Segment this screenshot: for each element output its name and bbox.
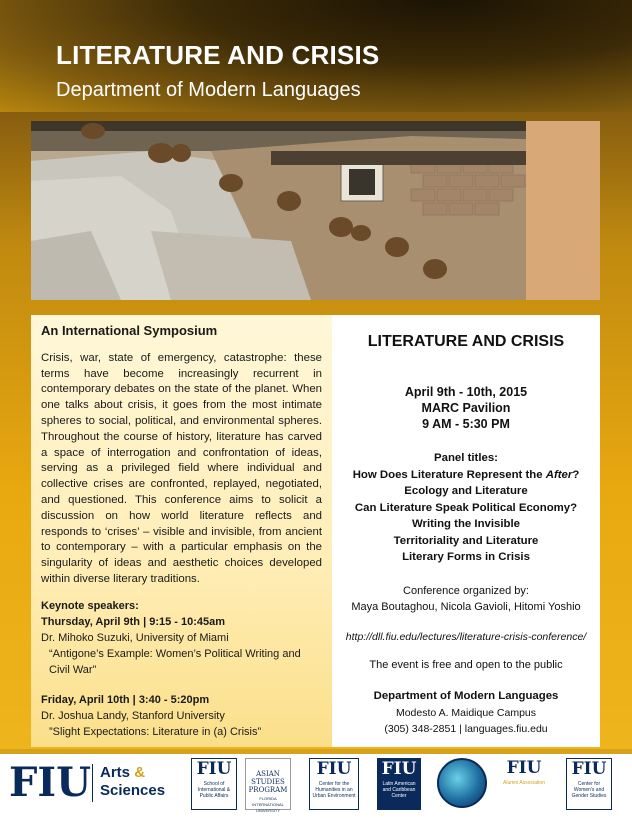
department-name: Department of Modern Languages: [373, 689, 559, 702]
panel-titles: [332, 450, 600, 566]
event-dates: [332, 384, 600, 432]
keynote-2-time: Friday, April 10th | 3:40 - 5:20pm: [41, 693, 210, 706]
humanities-center-logo: [309, 758, 359, 810]
fiu-logo: FIU: [9, 759, 91, 806]
event-date-range: April 9th - 10th, 2015: [404, 385, 528, 399]
ruined-wall-photo: [31, 121, 600, 300]
footer-rule: [0, 749, 632, 754]
symposium-description-panel: [31, 315, 332, 747]
lacc-logo: [377, 758, 421, 810]
campus-name: Modesto A. Maidique Campus: [395, 706, 537, 719]
department-website[interactable]: languages.fiu.edu: [464, 722, 548, 735]
alumni-logo-text: Alumni Association: [503, 780, 545, 786]
asian-studies-logo: [245, 758, 291, 813]
asian-studies-mark: ASIAN STUDIES PROGRAM: [248, 770, 288, 794]
sipa-logo-text: School of International & Public Affairs: [197, 781, 231, 799]
womens-gender-studies-logo: [566, 758, 612, 810]
wgs-logo-mark: FIU: [571, 759, 607, 779]
conference-url[interactable]: http://dll.fiu.edu/lectures/literature-crisis-conference/: [345, 630, 587, 643]
event-title: LITERATURE AND CRISIS: [367, 333, 565, 350]
keynote-2-speaker: Dr. Joshua Landy, Stanford University: [41, 709, 225, 722]
keynote-1-speaker: Dr. Mihoko Suzuki, University of Miami: [41, 631, 229, 644]
keynote-section: [41, 598, 322, 740]
alumni-association-logo: [501, 758, 547, 810]
contact-info: [332, 705, 600, 737]
lacc-logo-text: Latin American and Caribbean Center: [382, 781, 416, 799]
sciences-word: Sciences: [100, 782, 166, 799]
panel-title-suffix: ?: [572, 468, 580, 481]
event-time: 9 AM - 5:30 PM: [422, 417, 510, 431]
sipa-logo: [191, 758, 237, 810]
arts-sciences-logo: [100, 764, 165, 800]
keynote-1-time: Thursday, April 9th | 9:15 - 10:45am: [41, 615, 226, 628]
keynote-label: Keynote speakers:: [41, 599, 139, 612]
symposium-description: Crisis, war, state of emergency, catastrophe: these terms have become increasingly recurrent in contemporary debates on the state of the planet. When one talks about crisis, it goes from the most intimate spheres to social, political, and environmental spheres. Throughout the course of history, literature has carved a space of interrogation and confrontation of ideas, serving as a privileged field where individual and collective crises are confronted, replayed, negotiated, and questioned. This conference aims to solicit a discussion on how world literature reflects and responds to ‘crises’ – visible and invisible, from ancient to contemporary – with a particular emphasis on the singularity of ideas and aesthetic choices developed within diverse literary traditions.: [41, 351, 322, 585]
logo-divider: [92, 764, 93, 802]
organizers-label: Conference organized by:: [403, 584, 529, 597]
arts-word: Arts: [100, 764, 131, 781]
panel-title-prefix: How Does Literature Represent the: [352, 468, 546, 481]
organizers: [332, 583, 600, 616]
page-title: LITERATURE AND CRISIS: [56, 40, 380, 70]
sipa-logo-mark: FIU: [196, 759, 232, 779]
ampersand: &: [134, 764, 146, 781]
panel-title-item: Literary Forms in Crisis: [402, 551, 530, 563]
phone-web-line: (305) 348-2851 | languages.fiu.edu: [384, 722, 548, 735]
event-details-panel: [332, 315, 600, 747]
wgs-logo-text: Center for Women's and Gender Studies: [571, 781, 607, 799]
panel-title-item: Can Literature Speak Political Economy?: [354, 501, 578, 514]
panel-title-item: Ecology and Literature: [404, 485, 528, 497]
wall-illustration: [31, 121, 600, 300]
keynote-1-talk: “Antigone’s Example: Women’s Political Writing and Civil War”: [49, 647, 301, 676]
free-admission-note: The event is free and open to the public: [369, 658, 563, 671]
panel-title-emphasis: After: [545, 468, 573, 481]
lacc-logo-mark: FIU: [381, 759, 417, 779]
symposium-heading: An International Symposium: [41, 323, 218, 338]
organizers-names: Maya Boutaghou, Nicola Gavioli, Hitomi Yoshio: [351, 601, 581, 613]
page-subtitle: Department of Modern Languages: [56, 79, 361, 101]
panel-title-item: [332, 467, 600, 484]
humanities-logo-text: Center for the Humanities in an Urban Environment: [312, 781, 356, 799]
panel-title-item: Writing the Invisible: [411, 518, 520, 530]
phone-number: (305) 348-2851: [384, 722, 457, 735]
asian-studies-text: FLORIDA INTERNATIONAL UNIVERSITY: [252, 796, 284, 813]
event-venue: MARC Pavilion: [421, 401, 511, 415]
panel-titles-label: Panel titles:: [434, 452, 498, 464]
globe-emblem-icon: [437, 758, 487, 808]
panel-title-item: Territoriality and Literature: [393, 534, 539, 547]
sponsor-footer: [0, 749, 632, 818]
humanities-logo-mark: FIU: [316, 759, 352, 779]
alumni-logo-mark: FIU: [506, 758, 542, 778]
keynote-2-talk: ”Slight Expectations: Literature in (a) Crisis”: [49, 725, 262, 738]
